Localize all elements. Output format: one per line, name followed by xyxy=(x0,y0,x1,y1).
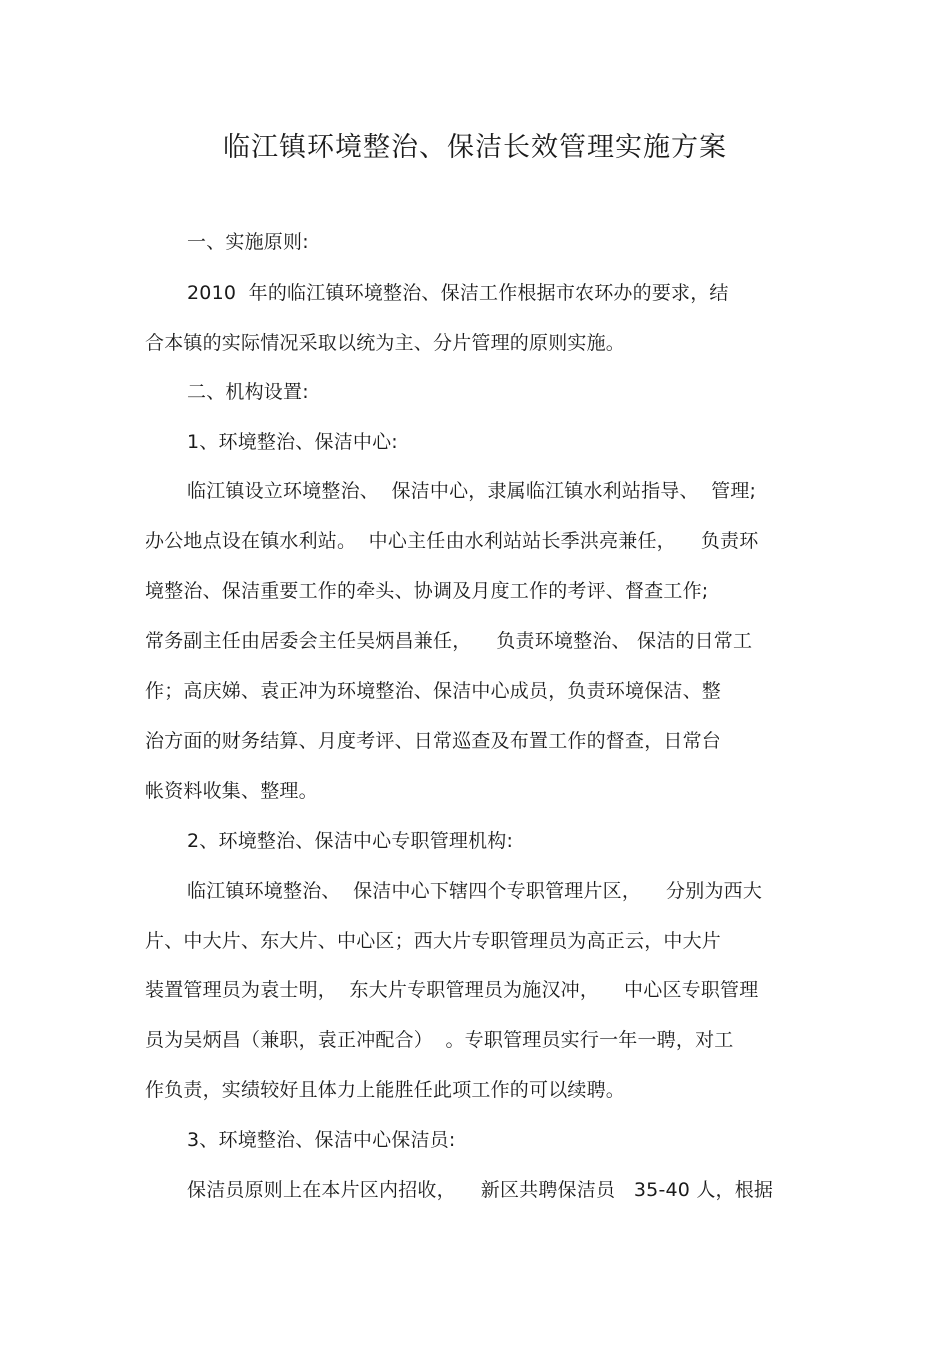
subsection-heading-center: 1、环境整治、保洁中心: xyxy=(187,431,398,453)
paragraph-line: 临江镇环境整治、 保洁中心下辖四个专职管理片区， 分别为西大 xyxy=(187,880,763,902)
paragraph-line: 2010 年的临江镇环境整治、保洁工作根据市农环办的要求，结 xyxy=(187,282,729,304)
paragraph-line: 临江镇设立环境整治、 保洁中心，隶属临江镇水利站指导、 管理; xyxy=(187,480,757,502)
subsection-heading-cleaners: 3、环境整治、保洁中心保洁员: xyxy=(187,1129,456,1151)
section-heading-organization: 二、机构设置: xyxy=(187,381,309,403)
subsection-heading-management: 2、环境整治、保洁中心专职管理机构: xyxy=(187,830,514,852)
paragraph-line: 常务副主任由居委会主任吴炳昌兼任， 负责环境整治、 保洁的日常工 xyxy=(145,630,753,652)
paragraph-line: 作；高庆娣、袁正冲为环境整治、保洁中心成员，负责环境保洁、整 xyxy=(145,680,722,702)
document-title: 临江镇环境整治、保洁长效管理实施方案 xyxy=(223,132,727,163)
paragraph-line: 办公地点设在镇水利站。 中心主任由水利站站长季洪亮兼任， 负责环 xyxy=(145,530,759,552)
paragraph-line: 片、中大片、东大片、中心区；西大片专职管理员为高正云，中大片 xyxy=(145,930,722,952)
paragraph-line: 员为吴炳昌（兼职，袁正冲配合） 。专职管理员实行一年一聘，对工 xyxy=(145,1029,734,1051)
paragraph-line: 境整治、保洁重要工作的牵头、协调及月度工作的考评、督查工作; xyxy=(145,580,709,602)
paragraph-line: 装置管理员为袁士明， 东大片专职管理员为施汉冲， 中心区专职管理 xyxy=(145,979,759,1001)
paragraph-line: 合本镇的实际情况采取以统为主、分片管理的原则实施。 xyxy=(145,332,626,354)
paragraph-line: 保洁员原则上在本片区内招收， 新区共聘保洁员 35-40 人，根据 xyxy=(187,1179,774,1201)
paragraph-line: 治方面的财务结算、月度考评、日常巡查及布置工作的督查，日常台 xyxy=(145,730,722,752)
paragraph-line: 作负责，实绩较好且体力上能胜任此项工作的可以续聘。 xyxy=(145,1079,626,1101)
section-heading-principles: 一、实施原则: xyxy=(187,231,309,253)
paragraph-line: 帐资料收集、整理。 xyxy=(145,780,318,802)
